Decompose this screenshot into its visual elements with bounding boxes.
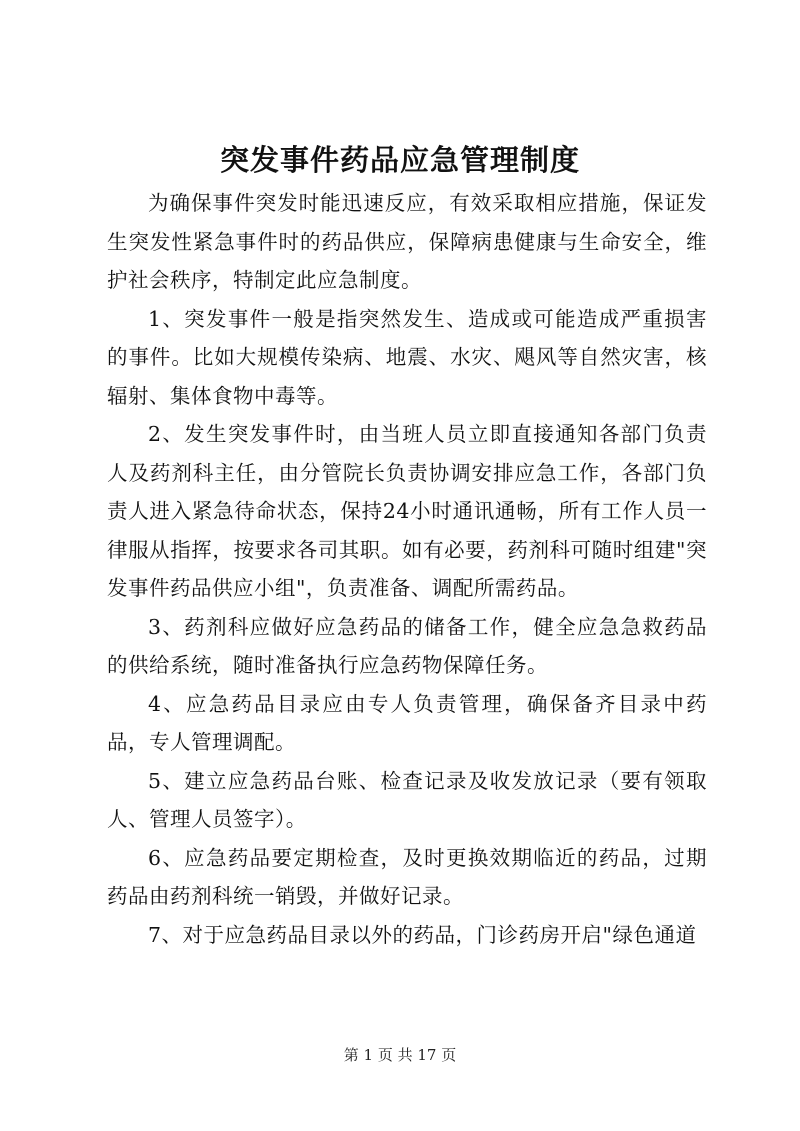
paragraph-1: 1、突发事件一般是指突然发生、造成或可能造成严重损害的事件。比如大规模传染病、地震、水灾、飓风等自然灾害，核辐射、集体食物中毒等。: [107, 306, 707, 408]
page-footer: 第 1 页 共 17 页: [343, 1046, 457, 1064]
paragraph-intro: 为确保事件突发时能迅速反应，有效采取相应措施，保证发生突发性紧急事件时的药品供应，保障病患健康与生命安全，维护社会秩序，特制定此应急制度。: [107, 191, 707, 292]
paragraph-6: 6、应急药品要定期检查，及时更换效期临近的药品，过期药品由药剂科统一销毁，并做好记录。: [107, 845, 707, 908]
paragraph-4: 4、应急药品目录应由专人负责管理，确保备齐目录中药品，专人管理调配。: [107, 691, 707, 754]
paragraph-3: 3、药剂科应做好应急药品的储备工作，健全应急急救药品的供给系统，随时准备执行应急药物保障任务。: [107, 614, 707, 677]
paragraph-7: 7、对于应急药品目录以外的药品，门诊药房开启"绿色通道: [148, 922, 697, 947]
paragraph-5: 5、建立应急药品台账、检查记录及收发放记录（要有领取人、管理人员签字）。: [107, 768, 707, 831]
document-body: [107, 184, 707, 954]
document-title: 突发事件药品应急管理制度: [219, 143, 580, 177]
paragraph-2: 2、发生突发事件时，由当班人员立即直接通知各部门负责人及药剂科主任，由分管院长负责协调安排应急工作，各部门负责人进入紧急待命状态，保持24小时通讯通畅，所有工作人员一律服从指挥，按要求各司其职。如有必要，药剂科可随时组建"突发事件药品供应小组"，负责准备、调配所需药品。: [107, 422, 707, 600]
